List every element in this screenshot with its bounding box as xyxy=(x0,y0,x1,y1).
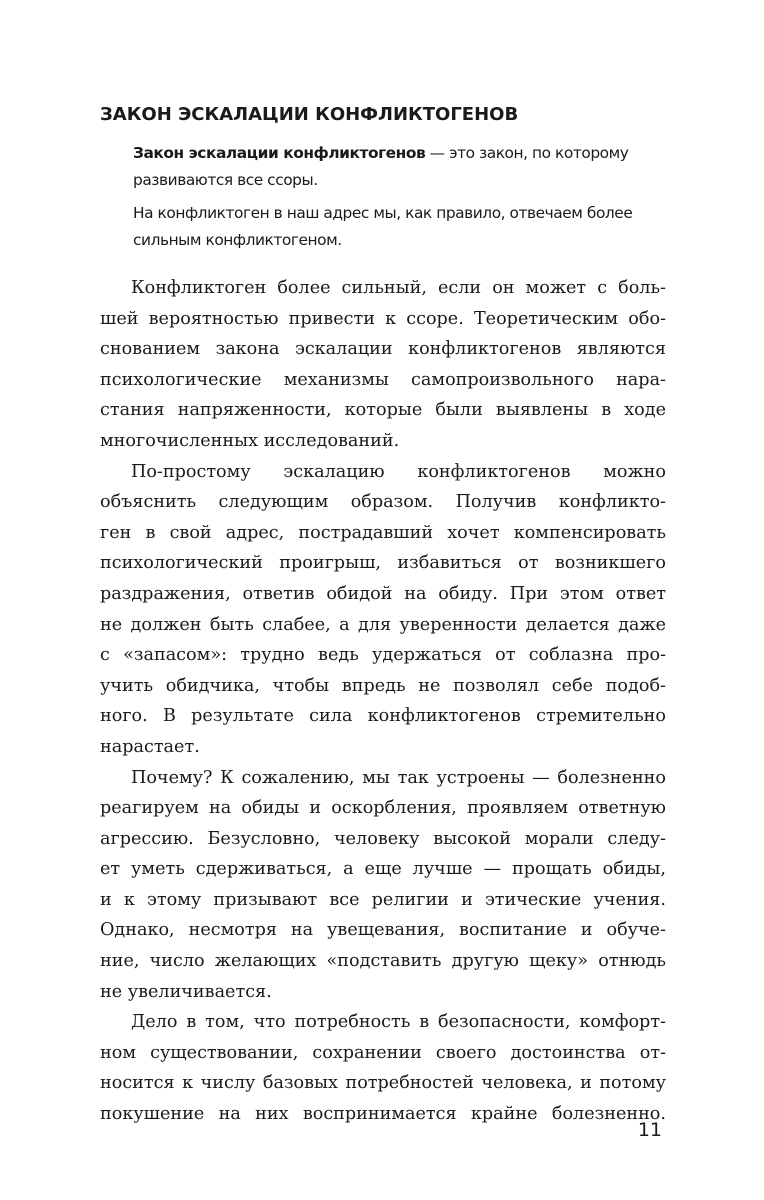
text-line: покушение на них воспринимается крайне болезненно. xyxy=(100,1104,666,1125)
text-line: учить обидчика, чтобы впредь не позволял себе подоб- xyxy=(100,675,666,696)
text-line: объяснить следующим образом. Получив конфликто- xyxy=(100,492,666,513)
text-line: ние, число желающих «подставить другую щеку» отнюдь xyxy=(100,951,666,972)
text-line: агрессию. Безусловно, человеку высокой морали следу- xyxy=(100,828,666,849)
body-text xyxy=(100,273,666,1130)
text-line: психологический проигрыш, избавиться от возникшего xyxy=(100,553,666,574)
body-paragraph-2 xyxy=(100,457,666,763)
body-paragraph-1 xyxy=(100,273,666,457)
text-line: стания напряженности, которые были выявлены в ходе xyxy=(100,400,666,421)
text-line: не должен быть слабее, а для уверенности делается даже xyxy=(100,614,666,635)
text-line: и к этому призывают все религии и этические учения. xyxy=(100,889,666,910)
text-line: нарастает. xyxy=(100,736,200,757)
body-paragraph-3 xyxy=(100,763,666,1008)
text-line: Однако, несмотря на увещевания, воспитание и обуче- xyxy=(100,920,666,941)
definition-text: — это закон, по которому xyxy=(425,144,629,162)
text-line: По-простому эскалацию конфликтогенов можно xyxy=(131,461,666,482)
definition-paragraph-2 xyxy=(133,200,673,254)
definition-line: развиваются все ссоры. xyxy=(133,171,318,189)
body-paragraph-4 xyxy=(100,1007,666,1129)
text-line: ного. В результате сила конфликтогенов стремительно xyxy=(100,706,666,727)
text-line: ген в свой адрес, пострадавший хочет компенсировать xyxy=(100,522,666,543)
definition-line xyxy=(133,140,673,167)
definition-paragraph-1 xyxy=(133,140,673,194)
definition-line: сильным конфликтогеном. xyxy=(133,231,342,249)
text-line: не увеличивается. xyxy=(100,981,272,1002)
text-line: многочисленных исследований. xyxy=(100,430,400,451)
text-line: с «запасом»: трудно ведь удержаться от соблазна про- xyxy=(100,645,666,666)
text-line: ном существовании, сохранении своего достоинства от- xyxy=(100,1042,666,1063)
text-line: снованием закона эскалации конфликтогенов являются xyxy=(100,339,666,360)
section-heading: ЗАКОН ЭСКАЛАЦИИ КОНФЛИКТОГЕНОВ xyxy=(100,104,519,125)
text-line: раздражения, ответив обидой на обиду. При этом ответ xyxy=(100,583,666,604)
definition-term: Закон эскалации конфликтогенов xyxy=(133,144,426,162)
text-line: реагируем на обиды и оскорбления, проявляем ответную xyxy=(100,798,666,819)
text-line: Почему? К сожалению, мы так устроены — болезненно xyxy=(131,767,666,788)
page-number: 11 xyxy=(637,1119,662,1141)
text-line: Дело в том, что потребность в безопасности, комфорт- xyxy=(131,1012,666,1033)
definition-line: На конфликтоген в наш адрес мы, как правило, отвечаем более xyxy=(133,204,633,222)
law-definition-box xyxy=(133,140,673,260)
text-line: шей вероятностью привести к ссоре. Теоретическим обо- xyxy=(100,308,666,329)
text-line: носится к числу базовых потребностей человека, и потому xyxy=(100,1073,666,1094)
text-line: ет уметь сдерживаться, а еще лучше — прощать обиды, xyxy=(100,859,666,880)
text-line: психологические механизмы самопроизвольного нара- xyxy=(100,369,666,390)
text-line: Конфликтоген более сильный, если он может с боль- xyxy=(131,278,666,298)
